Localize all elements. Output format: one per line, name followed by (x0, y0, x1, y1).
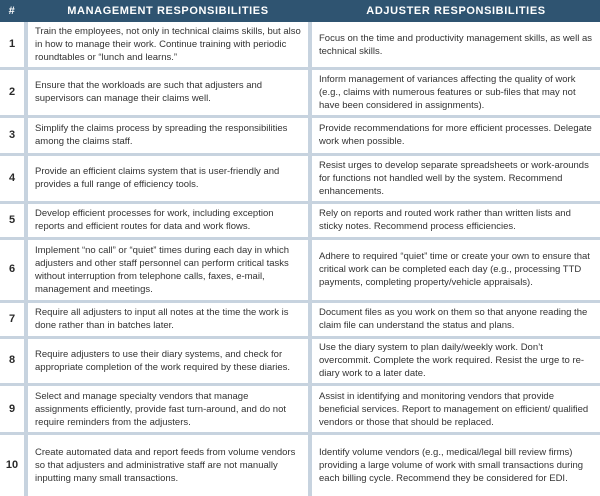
management-cell: Ensure that the workloads are such that adjusters and supervisors can manage their claims well. (24, 70, 312, 117)
adjuster-cell: Identify volume vendors (e.g., medical/legal bill review firms) providing a large volume of work with small transactions during each billing cycle. Recommend they be considered for EDI. (312, 435, 600, 496)
row-number: 8 (0, 339, 24, 386)
table-row (0, 303, 600, 339)
management-cell: Develop efficient processes for work, including exception reports and efficient routes for data and work flows. (24, 204, 312, 240)
row-number: 1 (0, 22, 24, 70)
row-number: 5 (0, 204, 24, 240)
adjuster-cell: Adhere to required “quiet” time or create your own to ensure that critical work can be completed each day (e.g., processing TTD payments, completing property/vehicle appraisals). (312, 240, 600, 303)
table-row (0, 22, 600, 70)
row-number: 6 (0, 240, 24, 303)
management-cell: Select and manage specialty vendors that manage assignments efficiently, provide fast turn-around, and do not require reminders from the adjusters. (24, 386, 312, 435)
row-number: 10 (0, 435, 24, 496)
adjuster-cell: Resist urges to develop separate spreadsheets or work-arounds for functions not handled well by the system. Recommend enhancements. (312, 156, 600, 204)
table-row (0, 204, 600, 240)
table-row (0, 240, 600, 303)
table-row (0, 70, 600, 117)
adjuster-cell: Rely on reports and routed work rather than written lists and sticky notes. Recommend process efficiencies. (312, 204, 600, 240)
adjuster-cell: Assist in identifying and monitoring vendors that provide beneficial services. Report to management on efficient/ qualified vendors or those that should be replaced. (312, 386, 600, 435)
table-row (0, 156, 600, 204)
table-row (0, 118, 600, 156)
management-cell: Simplify the claims process by spreading the responsibilities among the claims staff. (24, 118, 312, 156)
row-number: 3 (0, 118, 24, 156)
row-number: 2 (0, 70, 24, 117)
row-number: 9 (0, 386, 24, 435)
management-cell: Require all adjusters to input all notes at the time the work is done rather than in batches later. (24, 303, 312, 339)
adjuster-cell: Focus on the time and productivity management skills, as well as technical skills. (312, 22, 600, 70)
management-cell: Implement “no call” or “quiet” times during each day in which adjusters and other staff personnel can perform critical tasks without interruption from telephone calls, faxes, e-mail, management and meetings. (24, 240, 312, 303)
management-cell: Require adjusters to use their diary systems, and check for appropriate completion of the work required by these diaries. (24, 339, 312, 386)
table-row (0, 386, 600, 435)
adjuster-cell: Use the diary system to plan daily/weekly work. Don’t overcommit. Complete the work required. Resist the urge to re-diary work to a later date. (312, 339, 600, 386)
row-number: 7 (0, 303, 24, 339)
management-cell: Train the employees, not only in technical claims skills, but also in how to manage their work. Continue training with periodic roundtables or “lunch and learns.” (24, 22, 312, 70)
header-management: MANAGEMENT RESPONSIBILITIES (24, 0, 312, 22)
row-number: 4 (0, 156, 24, 204)
header-adjuster: ADJUSTER RESPONSIBILITIES (312, 0, 600, 22)
table-row (0, 339, 600, 386)
header-row (0, 0, 600, 22)
management-cell: Create automated data and report feeds from volume vendors so that adjusters and administrative staff are not manually inputting many small transactions. (24, 435, 312, 496)
table-row (0, 435, 600, 496)
adjuster-cell: Provide recommendations for more efficient processes. Delegate work when possible. (312, 118, 600, 156)
adjuster-cell: Inform management of variances affecting the quality of work (e.g., claims with numerous features or sub-files that may not have been considered in assignments). (312, 70, 600, 117)
management-cell: Provide an efficient claims system that is user-friendly and provides a full range of efficiency tools. (24, 156, 312, 204)
header-num: # (0, 0, 24, 22)
adjuster-cell: Document files as you work on them so that anyone reading the claim file can understand the status and plans. (312, 303, 600, 339)
